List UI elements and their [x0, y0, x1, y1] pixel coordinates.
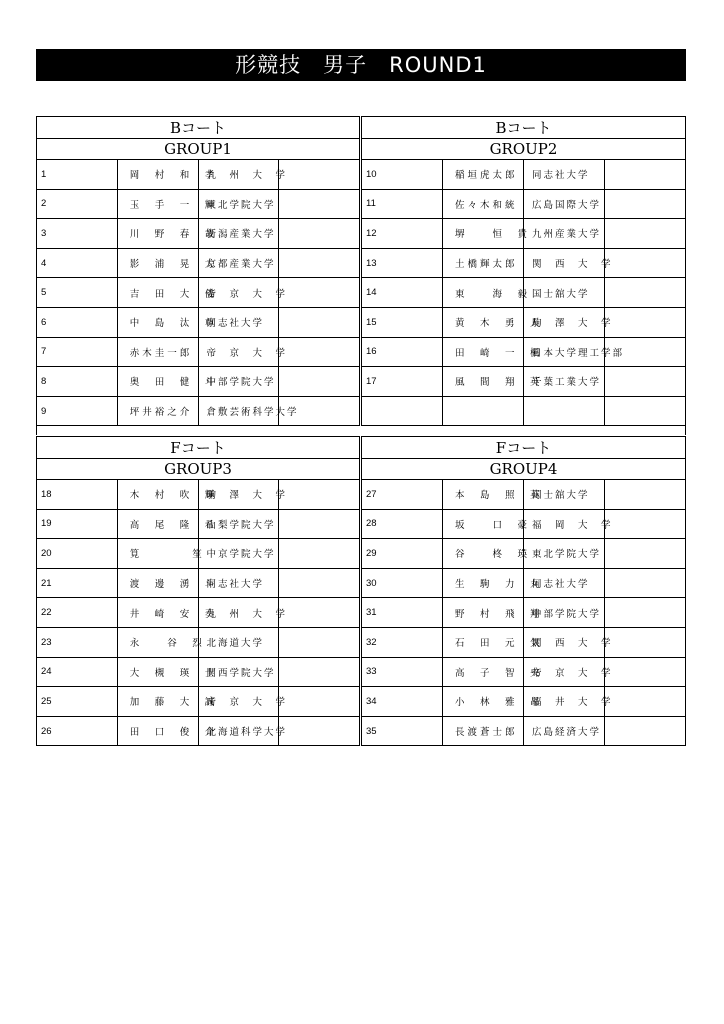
competitor-name: 風 間 翔 英 — [443, 367, 524, 397]
score-cell — [605, 248, 686, 278]
competitor-name: 川 野 春 哉 — [117, 219, 198, 249]
competitor-school: 日本大学理工学部 — [524, 337, 605, 367]
page-title: 形競技 男子 ROUND1 — [36, 49, 686, 81]
competitor-school: 広島経済大学 — [524, 716, 605, 746]
competitor-name: 谷 柊 瑛 — [443, 539, 524, 569]
competitor-row — [362, 307, 686, 337]
competitor-number: 24 — [37, 657, 118, 687]
score-cell — [279, 509, 360, 539]
competitor-school — [524, 396, 605, 426]
score-cell — [279, 160, 360, 190]
competitor-number: 17 — [362, 367, 443, 397]
score-cell — [605, 480, 686, 510]
competitor-name: 中 島 汰 尊 — [117, 307, 198, 337]
group3-table — [36, 436, 360, 746]
competitor-name: 生 駒 力 丸 — [443, 568, 524, 598]
competitor-school: 東北学院大学 — [524, 539, 605, 569]
competitor-school: 広島国際大学 — [524, 189, 605, 219]
competitor-row — [362, 598, 686, 628]
competitor-number: 21 — [37, 568, 118, 598]
score-cell — [605, 716, 686, 746]
competitor-school: 東北学院大学 — [198, 189, 279, 219]
competitor-name: 坂 口 豪 — [443, 509, 524, 539]
score-cell — [605, 568, 686, 598]
competitor-school: 北海道大学 — [198, 627, 279, 657]
competitor-name: 野 村 飛 翔 — [443, 598, 524, 628]
competitor-school: 駒 澤 大 学 — [198, 480, 279, 510]
competitor-name: 永 谷 烈 — [117, 627, 198, 657]
competitor-name: 井 崎 安 奏 — [117, 598, 198, 628]
competitor-school: 中部学院大学 — [198, 367, 279, 397]
competitor-name: 影 浦 晃 大 — [117, 248, 198, 278]
competitor-number: 30 — [362, 568, 443, 598]
competitor-name: 土橋輝太郎 — [443, 248, 524, 278]
score-cell — [279, 568, 360, 598]
competitor-row — [362, 189, 686, 219]
competitor-name: 田 口 俊 介 — [117, 716, 198, 746]
competitor-name: 佐々木和統 — [443, 189, 524, 219]
competitor-row — [37, 539, 360, 569]
score-cell — [279, 248, 360, 278]
competitor-name: 本 島 照 英 — [443, 480, 524, 510]
competitor-school: 新潟産業大学 — [198, 219, 279, 249]
competitor-school: 千葉工業大学 — [524, 367, 605, 397]
competitor-number: 27 — [362, 480, 443, 510]
competitor-number: 11 — [362, 189, 443, 219]
competitor-number: 26 — [37, 716, 118, 746]
score-cell — [279, 189, 360, 219]
competitor-school: 福 井 大 学 — [524, 687, 605, 717]
competitor-school: 中京学院大学 — [198, 539, 279, 569]
competitor-row — [362, 539, 686, 569]
section-divider — [36, 423, 686, 435]
court-label: Bコート — [362, 117, 686, 139]
competitor-row — [362, 337, 686, 367]
competitor-row — [362, 687, 686, 717]
competitor-school: 関 西 大 学 — [524, 248, 605, 278]
competitor-school: 山梨学院大学 — [198, 509, 279, 539]
competitor-number: 8 — [37, 367, 118, 397]
score-cell — [279, 657, 360, 687]
competitor-number: 19 — [37, 509, 118, 539]
competitor-school: 関 西 大 学 — [524, 627, 605, 657]
score-cell — [605, 627, 686, 657]
competitor-number: 33 — [362, 657, 443, 687]
competitor-row — [37, 657, 360, 687]
competitor-row — [362, 248, 686, 278]
competitor-row — [362, 278, 686, 308]
competitor-row — [362, 657, 686, 687]
competitor-number: 23 — [37, 627, 118, 657]
score-cell — [605, 367, 686, 397]
competitor-row — [37, 278, 360, 308]
competitor-row — [37, 509, 360, 539]
score-cell — [605, 189, 686, 219]
competitor-row — [362, 219, 686, 249]
score-cell — [279, 687, 360, 717]
court-label: Fコート — [37, 437, 360, 459]
score-cell — [605, 687, 686, 717]
competitor-row — [362, 480, 686, 510]
competitor-name: 渡 邊 湧 斗 — [117, 568, 198, 598]
competitor-number: 7 — [37, 337, 118, 367]
court-label: Bコート — [37, 117, 360, 139]
competitor-number: 35 — [362, 716, 443, 746]
competitor-name: 高 子 智 央 — [443, 657, 524, 687]
competitor-name: 筧 笙 — [117, 539, 198, 569]
group-label: GROUP2 — [362, 139, 686, 160]
competitor-school: 中部学院大学 — [524, 598, 605, 628]
group-label: GROUP1 — [37, 139, 360, 160]
competitor-row — [37, 219, 360, 249]
score-cell — [279, 480, 360, 510]
competitor-school: 駒 澤 大 学 — [524, 307, 605, 337]
competitor-number: 18 — [37, 480, 118, 510]
competitor-name: 田 崎 一 楓 — [443, 337, 524, 367]
competitor-school: 九州産業大学 — [524, 219, 605, 249]
competitor-row — [362, 568, 686, 598]
competitor-number: 29 — [362, 539, 443, 569]
competitor-row — [362, 716, 686, 746]
competitor-number: 28 — [362, 509, 443, 539]
competitor-row — [362, 627, 686, 657]
competitor-school: 国士舘大学 — [524, 480, 605, 510]
competitor-name: 奥 田 健 斗 — [117, 367, 198, 397]
competitor-row — [37, 248, 360, 278]
competitor-school: 帝 京 大 学 — [198, 278, 279, 308]
competitor-school: 同志社大学 — [524, 160, 605, 190]
competitor-number — [362, 396, 443, 426]
competitor-row — [37, 337, 360, 367]
competitor-row — [37, 480, 360, 510]
competitor-name: 東 海 毅 — [443, 278, 524, 308]
competitor-name: 大 槻 瑛 士 — [117, 657, 198, 687]
competitor-number: 15 — [362, 307, 443, 337]
score-cell — [605, 657, 686, 687]
competitor-number: 32 — [362, 627, 443, 657]
competitor-name: 坪井裕之介 — [117, 396, 198, 426]
score-cell — [279, 598, 360, 628]
competitor-number: 12 — [362, 219, 443, 249]
competitor-number: 5 — [37, 278, 118, 308]
score-cell — [279, 337, 360, 367]
score-cell — [605, 278, 686, 308]
competitor-name: 玉 手 一 輝 — [117, 189, 198, 219]
competitor-name: 長渡蒼士郎 — [443, 716, 524, 746]
competitor-row — [37, 568, 360, 598]
competitor-name: 稲垣虎太郎 — [443, 160, 524, 190]
competitor-number: 1 — [37, 160, 118, 190]
competitor-school: 帝 京 大 学 — [198, 337, 279, 367]
competitor-number: 31 — [362, 598, 443, 628]
competitor-school: 北海道科学大学 — [198, 716, 279, 746]
competitor-number: 6 — [37, 307, 118, 337]
score-cell — [279, 367, 360, 397]
score-cell — [279, 627, 360, 657]
competitor-school: 倉敷芸術科学大学 — [198, 396, 279, 426]
group1-table — [36, 116, 360, 426]
competitor-name: 加 藤 大 誠 — [117, 687, 198, 717]
group-label: GROUP3 — [37, 459, 360, 480]
competitor-row — [362, 367, 686, 397]
group-label: GROUP4 — [362, 459, 686, 480]
competitor-name: 石 田 元 気 — [443, 627, 524, 657]
competitor-school: 帝 京 大 学 — [198, 687, 279, 717]
competitor-row — [362, 509, 686, 539]
score-cell — [279, 307, 360, 337]
group4-table — [361, 436, 686, 746]
score-cell — [279, 716, 360, 746]
competitor-name: 高 尾 隆 希 — [117, 509, 198, 539]
competitor-row — [362, 160, 686, 190]
competitor-school: 関西学院大学 — [198, 657, 279, 687]
competitor-number: 25 — [37, 687, 118, 717]
score-cell — [279, 278, 360, 308]
competitor-row — [37, 307, 360, 337]
competitor-row — [37, 160, 360, 190]
competitor-number: 16 — [362, 337, 443, 367]
competitor-school: 京都産業大学 — [198, 248, 279, 278]
competitor-school: 同志社大学 — [198, 307, 279, 337]
competitor-school: 国士舘大学 — [524, 278, 605, 308]
score-cell — [605, 509, 686, 539]
competitor-number: 14 — [362, 278, 443, 308]
competitor-name: 岡 村 和 孝 — [117, 160, 198, 190]
competitor-name: 吉 田 大 倭 — [117, 278, 198, 308]
competitor-number: 2 — [37, 189, 118, 219]
competitor-school: 帝 京 大 学 — [524, 657, 605, 687]
competitor-name: 赤木圭一郎 — [117, 337, 198, 367]
score-cell — [605, 219, 686, 249]
competitor-row — [37, 598, 360, 628]
competitor-number: 20 — [37, 539, 118, 569]
competitor-row — [37, 367, 360, 397]
competitor-school: 九 州 大 学 — [198, 598, 279, 628]
competitor-number: 34 — [362, 687, 443, 717]
competitor-name: 堺 恒 貴 — [443, 219, 524, 249]
competitor-name: 木 村 吹 輝 — [117, 480, 198, 510]
competitor-school: 福 岡 大 学 — [524, 509, 605, 539]
competitor-number: 13 — [362, 248, 443, 278]
competitor-school: 同志社大学 — [524, 568, 605, 598]
score-cell — [279, 539, 360, 569]
competitor-number: 10 — [362, 160, 443, 190]
competitor-row — [362, 396, 686, 426]
competitor-number: 3 — [37, 219, 118, 249]
competitor-school: 九 州 大 学 — [198, 160, 279, 190]
competitor-number: 22 — [37, 598, 118, 628]
competitor-number: 9 — [37, 396, 118, 426]
competitor-name: 黄 木 勇 人 — [443, 307, 524, 337]
competitor-row — [37, 687, 360, 717]
competitor-row — [37, 189, 360, 219]
competitor-name — [443, 396, 524, 426]
score-cell — [279, 219, 360, 249]
competitor-number: 4 — [37, 248, 118, 278]
score-cell — [605, 539, 686, 569]
group2-table — [361, 116, 686, 426]
competitor-name: 小 林 雅 昂 — [443, 687, 524, 717]
score-cell — [605, 598, 686, 628]
competitor-row — [37, 716, 360, 746]
court-label: Fコート — [362, 437, 686, 459]
score-cell — [605, 396, 686, 426]
competitor-school: 同志社大学 — [198, 568, 279, 598]
competitor-row — [37, 627, 360, 657]
competitor-row — [37, 396, 360, 426]
score-cell — [605, 307, 686, 337]
score-cell — [605, 160, 686, 190]
